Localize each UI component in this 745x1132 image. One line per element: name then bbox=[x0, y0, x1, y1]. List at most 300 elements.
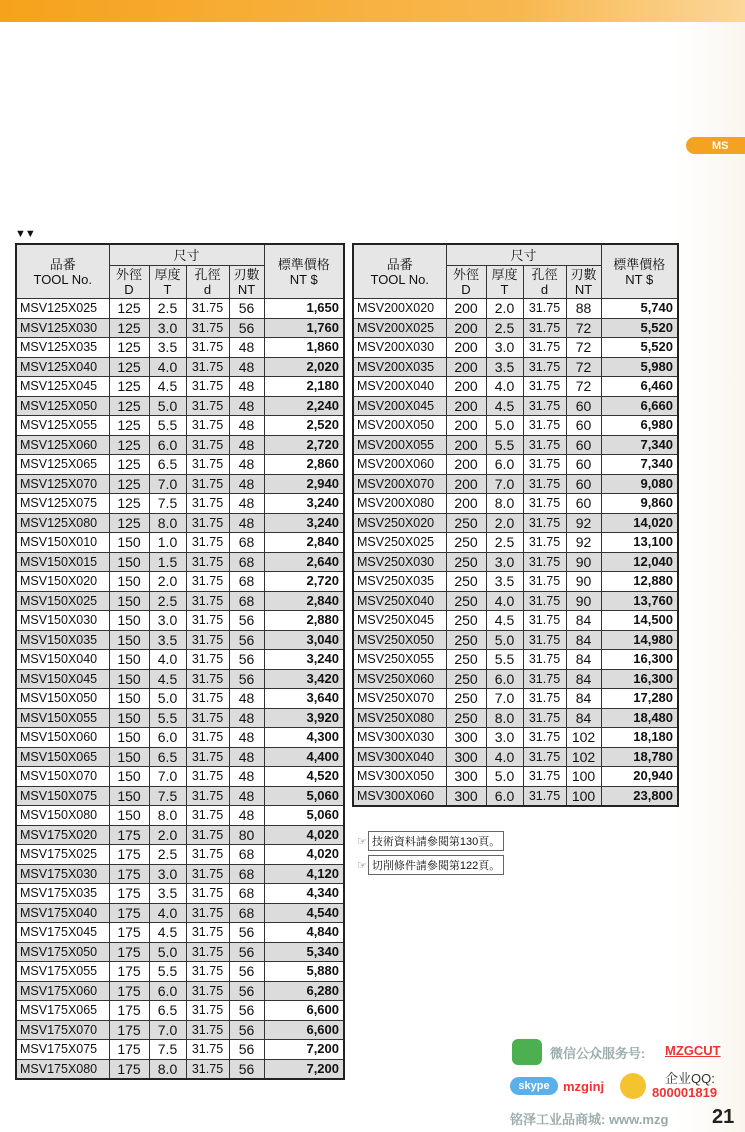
tool-no-cell: MSV125X040 bbox=[16, 357, 109, 377]
thickness-cell: 7.5 bbox=[149, 494, 186, 514]
tool-no-cell: MSV250X070 bbox=[353, 689, 446, 709]
tool-no-cell: MSV300X050 bbox=[353, 767, 446, 787]
table-row bbox=[16, 845, 344, 865]
table-row bbox=[16, 338, 344, 358]
thickness-cell: 6.0 bbox=[149, 728, 186, 748]
price-cell: 20,940 bbox=[601, 767, 678, 787]
thickness-cell: 3.5 bbox=[149, 630, 186, 650]
outer-diameter-cell: 200 bbox=[446, 455, 486, 475]
thickness-cell: 3.5 bbox=[149, 338, 186, 358]
tool-no-cell: MSV150X055 bbox=[16, 708, 109, 728]
thickness-cell: 8.0 bbox=[149, 1059, 186, 1079]
header-size-group: 尺寸 bbox=[109, 244, 264, 266]
table-row bbox=[16, 533, 344, 553]
price-cell: 3,240 bbox=[264, 650, 344, 670]
hole-cell: 31.75 bbox=[186, 377, 229, 397]
table-row bbox=[353, 299, 678, 319]
hole-cell: 31.75 bbox=[523, 455, 566, 475]
tool-no-cell: MSV125X070 bbox=[16, 474, 109, 494]
teeth-cell: 48 bbox=[229, 767, 264, 787]
wechat-icon bbox=[512, 1039, 542, 1065]
teeth-cell: 90 bbox=[566, 572, 601, 592]
pointing-hand-icon: ☞ bbox=[357, 835, 367, 848]
table-row bbox=[353, 357, 678, 377]
thickness-cell: 3.0 bbox=[149, 611, 186, 631]
teeth-cell: 68 bbox=[229, 864, 264, 884]
teeth-cell: 68 bbox=[229, 533, 264, 553]
hole-cell: 31.75 bbox=[523, 786, 566, 806]
thickness-cell: 6.5 bbox=[149, 455, 186, 475]
price-cell: 3,240 bbox=[264, 513, 344, 533]
price-cell: 2,720 bbox=[264, 572, 344, 592]
price-cell: 17,280 bbox=[601, 689, 678, 709]
table-row bbox=[353, 689, 678, 709]
hole-cell: 31.75 bbox=[186, 1040, 229, 1060]
tool-no-cell: MSV175X050 bbox=[16, 942, 109, 962]
teeth-cell: 48 bbox=[229, 747, 264, 767]
table-row bbox=[353, 474, 678, 494]
teeth-cell: 68 bbox=[229, 903, 264, 923]
tool-no-cell: MSV250X025 bbox=[353, 533, 446, 553]
teeth-cell: 48 bbox=[229, 806, 264, 826]
outer-diameter-cell: 200 bbox=[446, 435, 486, 455]
thickness-cell: 5.5 bbox=[149, 962, 186, 982]
hole-cell: 31.75 bbox=[186, 572, 229, 592]
price-cell: 4,340 bbox=[264, 884, 344, 904]
tool-no-cell: MSV250X020 bbox=[353, 513, 446, 533]
hole-cell: 31.75 bbox=[523, 474, 566, 494]
thickness-cell: 6.0 bbox=[149, 435, 186, 455]
thickness-cell: 5.0 bbox=[486, 630, 523, 650]
tool-no-cell: MSV200X040 bbox=[353, 377, 446, 397]
thickness-cell: 7.0 bbox=[149, 474, 186, 494]
price-cell: 4,520 bbox=[264, 767, 344, 787]
price-cell: 2,880 bbox=[264, 611, 344, 631]
mall-link[interactable]: 铭泽工业品商城: www.mzg bbox=[510, 1112, 669, 1127]
price-cell: 3,240 bbox=[264, 494, 344, 514]
section-tab-ms[interactable]: MS bbox=[686, 137, 745, 154]
tool-no-cell: MSV125X060 bbox=[16, 435, 109, 455]
price-cell: 18,180 bbox=[601, 728, 678, 748]
hole-cell: 31.75 bbox=[523, 591, 566, 611]
hole-cell: 31.75 bbox=[186, 825, 229, 845]
thickness-cell: 6.0 bbox=[486, 669, 523, 689]
table-row bbox=[16, 1059, 344, 1079]
table-row bbox=[16, 513, 344, 533]
table-row bbox=[353, 513, 678, 533]
price-cell: 6,980 bbox=[601, 416, 678, 436]
tool-no-cell: MSV175X035 bbox=[16, 884, 109, 904]
hole-cell: 31.75 bbox=[186, 1001, 229, 1021]
price-cell: 12,880 bbox=[601, 572, 678, 592]
price-cell: 2,640 bbox=[264, 552, 344, 572]
outer-diameter-cell: 125 bbox=[109, 299, 149, 319]
outer-diameter-cell: 250 bbox=[446, 611, 486, 631]
thickness-cell: 4.0 bbox=[486, 377, 523, 397]
tool-no-cell: MSV150X040 bbox=[16, 650, 109, 670]
table-row bbox=[16, 455, 344, 475]
price-cell: 4,020 bbox=[264, 825, 344, 845]
table-row bbox=[16, 377, 344, 397]
outer-diameter-cell: 125 bbox=[109, 338, 149, 358]
tool-no-cell: MSV175X080 bbox=[16, 1059, 109, 1079]
price-cell: 4,300 bbox=[264, 728, 344, 748]
teeth-cell: 56 bbox=[229, 981, 264, 1001]
outer-diameter-cell: 300 bbox=[446, 747, 486, 767]
hole-cell: 31.75 bbox=[186, 689, 229, 709]
header-teeth: 刃數 NT bbox=[566, 266, 601, 299]
table-row bbox=[353, 435, 678, 455]
table-row bbox=[16, 572, 344, 592]
thickness-cell: 6.0 bbox=[486, 455, 523, 475]
table-row bbox=[16, 806, 344, 826]
teeth-cell: 68 bbox=[229, 572, 264, 592]
skype-icon: skype bbox=[510, 1077, 558, 1095]
tool-no-cell: MSV200X020 bbox=[353, 299, 446, 319]
outer-diameter-cell: 300 bbox=[446, 728, 486, 748]
tool-no-cell: MSV200X050 bbox=[353, 416, 446, 436]
teeth-cell: 56 bbox=[229, 318, 264, 338]
hole-cell: 31.75 bbox=[523, 494, 566, 514]
table-body-right bbox=[353, 299, 678, 807]
outer-diameter-cell: 250 bbox=[446, 689, 486, 709]
outer-diameter-cell: 175 bbox=[109, 942, 149, 962]
teeth-cell: 102 bbox=[566, 728, 601, 748]
teeth-cell: 84 bbox=[566, 708, 601, 728]
price-cell: 7,340 bbox=[601, 435, 678, 455]
outer-diameter-cell: 125 bbox=[109, 377, 149, 397]
price-cell: 6,600 bbox=[264, 1020, 344, 1040]
thickness-cell: 3.5 bbox=[486, 357, 523, 377]
teeth-cell: 100 bbox=[566, 767, 601, 787]
hole-cell: 31.75 bbox=[186, 981, 229, 1001]
price-cell: 16,300 bbox=[601, 669, 678, 689]
table-row bbox=[16, 864, 344, 884]
teeth-cell: 68 bbox=[229, 845, 264, 865]
thickness-cell: 5.0 bbox=[149, 396, 186, 416]
qq-icon bbox=[620, 1073, 646, 1099]
teeth-cell: 88 bbox=[566, 299, 601, 319]
outer-diameter-cell: 250 bbox=[446, 513, 486, 533]
teeth-cell: 48 bbox=[229, 377, 264, 397]
price-cell: 2,940 bbox=[264, 474, 344, 494]
price-cell: 2,860 bbox=[264, 455, 344, 475]
price-cell: 2,840 bbox=[264, 591, 344, 611]
tool-no-cell: MSV250X050 bbox=[353, 630, 446, 650]
tool-no-cell: MSV300X040 bbox=[353, 747, 446, 767]
thickness-cell: 3.0 bbox=[149, 864, 186, 884]
table-row bbox=[16, 708, 344, 728]
header-hole: 孔徑 d bbox=[186, 266, 229, 299]
tool-no-cell: MSV250X080 bbox=[353, 708, 446, 728]
tool-no-cell: MSV175X070 bbox=[16, 1020, 109, 1040]
thickness-cell: 8.0 bbox=[149, 513, 186, 533]
side-strip bbox=[675, 22, 745, 1132]
teeth-cell: 68 bbox=[229, 552, 264, 572]
table-row bbox=[16, 416, 344, 436]
tool-no-cell: MSV125X035 bbox=[16, 338, 109, 358]
price-cell: 1,860 bbox=[264, 338, 344, 358]
outer-diameter-cell: 200 bbox=[446, 299, 486, 319]
hole-cell: 31.75 bbox=[523, 318, 566, 338]
price-cell: 6,460 bbox=[601, 377, 678, 397]
thickness-cell: 7.0 bbox=[486, 689, 523, 709]
outer-diameter-cell: 150 bbox=[109, 806, 149, 826]
tool-no-cell: MSV175X040 bbox=[16, 903, 109, 923]
thickness-cell: 5.0 bbox=[486, 416, 523, 436]
price-cell: 3,920 bbox=[264, 708, 344, 728]
outer-diameter-cell: 150 bbox=[109, 591, 149, 611]
outer-diameter-cell: 150 bbox=[109, 552, 149, 572]
hole-cell: 31.75 bbox=[523, 572, 566, 592]
price-cell: 7,340 bbox=[601, 455, 678, 475]
tool-no-cell: MSV200X030 bbox=[353, 338, 446, 358]
teeth-cell: 48 bbox=[229, 416, 264, 436]
outer-diameter-cell: 150 bbox=[109, 533, 149, 553]
price-cell: 18,780 bbox=[601, 747, 678, 767]
tool-no-cell: MSV200X045 bbox=[353, 396, 446, 416]
table-row bbox=[16, 552, 344, 572]
price-cell: 5,340 bbox=[264, 942, 344, 962]
hole-cell: 31.75 bbox=[523, 533, 566, 553]
outer-diameter-cell: 250 bbox=[446, 669, 486, 689]
hole-cell: 31.75 bbox=[186, 416, 229, 436]
outer-diameter-cell: 175 bbox=[109, 1040, 149, 1060]
teeth-cell: 90 bbox=[566, 552, 601, 572]
note-text: 技術資料請參閱第130頁。 bbox=[368, 831, 504, 851]
thickness-cell: 6.5 bbox=[149, 1001, 186, 1021]
outer-diameter-cell: 200 bbox=[446, 377, 486, 397]
hole-cell: 31.75 bbox=[523, 357, 566, 377]
outer-diameter-cell: 150 bbox=[109, 630, 149, 650]
hole-cell: 31.75 bbox=[186, 845, 229, 865]
price-cell: 2,840 bbox=[264, 533, 344, 553]
hole-cell: 31.75 bbox=[523, 747, 566, 767]
outer-diameter-cell: 175 bbox=[109, 1020, 149, 1040]
tool-no-cell: MSV125X080 bbox=[16, 513, 109, 533]
tool-no-cell: MSV175X045 bbox=[16, 923, 109, 943]
price-cell: 7,200 bbox=[264, 1040, 344, 1060]
outer-diameter-cell: 125 bbox=[109, 357, 149, 377]
price-cell: 1,650 bbox=[264, 299, 344, 319]
table-row bbox=[16, 903, 344, 923]
qq-label: 企业QQ: bbox=[665, 1071, 715, 1086]
hole-cell: 31.75 bbox=[186, 494, 229, 514]
teeth-cell: 56 bbox=[229, 611, 264, 631]
thickness-cell: 4.5 bbox=[149, 923, 186, 943]
outer-diameter-cell: 125 bbox=[109, 416, 149, 436]
tool-no-cell: MSV200X060 bbox=[353, 455, 446, 475]
thickness-cell: 3.0 bbox=[486, 552, 523, 572]
teeth-cell: 72 bbox=[566, 338, 601, 358]
hole-cell: 31.75 bbox=[186, 923, 229, 943]
teeth-cell: 72 bbox=[566, 377, 601, 397]
table-row bbox=[16, 357, 344, 377]
thickness-cell: 1.5 bbox=[149, 552, 186, 572]
tool-no-cell: MSV150X060 bbox=[16, 728, 109, 748]
thickness-cell: 2.0 bbox=[486, 299, 523, 319]
thickness-cell: 5.0 bbox=[486, 767, 523, 787]
wechat-id[interactable]: MZGCUT bbox=[665, 1043, 721, 1058]
header-outer-diameter: 外徑 D bbox=[446, 266, 486, 299]
teeth-cell: 60 bbox=[566, 396, 601, 416]
outer-diameter-cell: 150 bbox=[109, 786, 149, 806]
table-row bbox=[353, 591, 678, 611]
outer-diameter-cell: 250 bbox=[446, 572, 486, 592]
table-row bbox=[16, 825, 344, 845]
thickness-cell: 4.0 bbox=[486, 591, 523, 611]
outer-diameter-cell: 200 bbox=[446, 494, 486, 514]
tool-no-cell: MSV125X055 bbox=[16, 416, 109, 436]
price-cell: 5,520 bbox=[601, 318, 678, 338]
table-row bbox=[16, 396, 344, 416]
teeth-cell: 56 bbox=[229, 1059, 264, 1079]
hole-cell: 31.75 bbox=[186, 552, 229, 572]
outer-diameter-cell: 125 bbox=[109, 474, 149, 494]
price-cell: 13,760 bbox=[601, 591, 678, 611]
teeth-cell: 56 bbox=[229, 942, 264, 962]
tool-no-cell: MSV125X075 bbox=[16, 494, 109, 514]
teeth-cell: 90 bbox=[566, 591, 601, 611]
tool-no-cell: MSV125X050 bbox=[16, 396, 109, 416]
tool-no-cell: MSV200X055 bbox=[353, 435, 446, 455]
thickness-cell: 7.5 bbox=[149, 786, 186, 806]
teeth-cell: 84 bbox=[566, 630, 601, 650]
thickness-cell: 8.0 bbox=[149, 806, 186, 826]
table-row bbox=[353, 552, 678, 572]
price-cell: 3,040 bbox=[264, 630, 344, 650]
hole-cell: 31.75 bbox=[186, 513, 229, 533]
teeth-cell: 60 bbox=[566, 455, 601, 475]
outer-diameter-cell: 125 bbox=[109, 435, 149, 455]
table-row bbox=[353, 611, 678, 631]
outer-diameter-cell: 125 bbox=[109, 513, 149, 533]
note-technical-data bbox=[357, 831, 504, 851]
outer-diameter-cell: 175 bbox=[109, 884, 149, 904]
tool-no-cell: MSV250X040 bbox=[353, 591, 446, 611]
price-cell: 1,760 bbox=[264, 318, 344, 338]
tool-no-cell: MSV200X025 bbox=[353, 318, 446, 338]
tool-no-cell: MSV200X080 bbox=[353, 494, 446, 514]
thickness-cell: 4.5 bbox=[486, 396, 523, 416]
table-row bbox=[16, 630, 344, 650]
teeth-cell: 56 bbox=[229, 630, 264, 650]
tool-no-cell: MSV200X070 bbox=[353, 474, 446, 494]
hole-cell: 31.75 bbox=[186, 903, 229, 923]
outer-diameter-cell: 175 bbox=[109, 923, 149, 943]
thickness-cell: 2.0 bbox=[149, 572, 186, 592]
teeth-cell: 48 bbox=[229, 357, 264, 377]
header-price: 標準價格 NT $ bbox=[601, 244, 678, 299]
outer-diameter-cell: 175 bbox=[109, 825, 149, 845]
thickness-cell: 3.5 bbox=[486, 572, 523, 592]
tool-no-cell: MSV300X060 bbox=[353, 786, 446, 806]
table-row bbox=[16, 767, 344, 787]
outer-diameter-cell: 175 bbox=[109, 903, 149, 923]
hole-cell: 31.75 bbox=[186, 396, 229, 416]
table-row bbox=[16, 1040, 344, 1060]
teeth-cell: 48 bbox=[229, 435, 264, 455]
price-cell: 4,840 bbox=[264, 923, 344, 943]
header-price: 標準價格 NT $ bbox=[264, 244, 344, 299]
hole-cell: 31.75 bbox=[186, 338, 229, 358]
teeth-cell: 56 bbox=[229, 1020, 264, 1040]
hole-cell: 31.75 bbox=[186, 806, 229, 826]
hole-cell: 31.75 bbox=[523, 728, 566, 748]
outer-diameter-cell: 150 bbox=[109, 708, 149, 728]
price-cell: 5,520 bbox=[601, 338, 678, 358]
table-row bbox=[16, 611, 344, 631]
tool-no-cell: MSV150X010 bbox=[16, 533, 109, 553]
teeth-cell: 84 bbox=[566, 650, 601, 670]
hole-cell: 31.75 bbox=[186, 747, 229, 767]
table-row bbox=[16, 650, 344, 670]
thickness-cell: 4.5 bbox=[149, 377, 186, 397]
hole-cell: 31.75 bbox=[523, 435, 566, 455]
teeth-cell: 56 bbox=[229, 1040, 264, 1060]
outer-diameter-cell: 150 bbox=[109, 747, 149, 767]
teeth-cell: 60 bbox=[566, 435, 601, 455]
hole-cell: 31.75 bbox=[186, 435, 229, 455]
hole-cell: 31.75 bbox=[523, 377, 566, 397]
table-row bbox=[353, 572, 678, 592]
teeth-cell: 56 bbox=[229, 962, 264, 982]
qq-id[interactable]: 800001819 bbox=[652, 1085, 718, 1100]
hole-cell: 31.75 bbox=[186, 864, 229, 884]
table-row bbox=[353, 630, 678, 650]
table-row bbox=[353, 669, 678, 689]
outer-diameter-cell: 250 bbox=[446, 708, 486, 728]
hole-cell: 31.75 bbox=[186, 591, 229, 611]
tool-no-cell: MSV125X045 bbox=[16, 377, 109, 397]
outer-diameter-cell: 175 bbox=[109, 1001, 149, 1021]
thickness-cell: 3.0 bbox=[486, 728, 523, 748]
hole-cell: 31.75 bbox=[523, 513, 566, 533]
price-cell: 16,300 bbox=[601, 650, 678, 670]
price-cell: 4,400 bbox=[264, 747, 344, 767]
thickness-cell: 3.0 bbox=[486, 338, 523, 358]
header-outer-diameter: 外徑 D bbox=[109, 266, 149, 299]
price-cell: 5,980 bbox=[601, 357, 678, 377]
outer-diameter-cell: 200 bbox=[446, 357, 486, 377]
header-tool-no: 品番 TOOL No. bbox=[16, 244, 109, 299]
thickness-cell: 4.5 bbox=[149, 669, 186, 689]
teeth-cell: 56 bbox=[229, 1001, 264, 1021]
tool-no-cell: MSV175X075 bbox=[16, 1040, 109, 1060]
table-row bbox=[353, 377, 678, 397]
teeth-cell: 60 bbox=[566, 416, 601, 436]
thickness-cell: 2.5 bbox=[149, 299, 186, 319]
hole-cell: 31.75 bbox=[523, 396, 566, 416]
table-row bbox=[16, 884, 344, 904]
tool-no-cell: MSV175X020 bbox=[16, 825, 109, 845]
table-row bbox=[353, 416, 678, 436]
skype-id[interactable]: mzginj bbox=[563, 1079, 605, 1094]
teeth-cell: 48 bbox=[229, 338, 264, 358]
note-text: 切削條件請參閱第122頁。 bbox=[368, 855, 504, 875]
hole-cell: 31.75 bbox=[186, 767, 229, 787]
price-cell: 5,740 bbox=[601, 299, 678, 319]
hole-cell: 31.75 bbox=[186, 884, 229, 904]
hole-cell: 31.75 bbox=[186, 650, 229, 670]
price-cell: 13,100 bbox=[601, 533, 678, 553]
outer-diameter-cell: 200 bbox=[446, 416, 486, 436]
table-row bbox=[16, 474, 344, 494]
outer-diameter-cell: 175 bbox=[109, 981, 149, 1001]
price-cell: 6,600 bbox=[264, 1001, 344, 1021]
outer-diameter-cell: 150 bbox=[109, 611, 149, 631]
price-cell: 6,280 bbox=[264, 981, 344, 1001]
